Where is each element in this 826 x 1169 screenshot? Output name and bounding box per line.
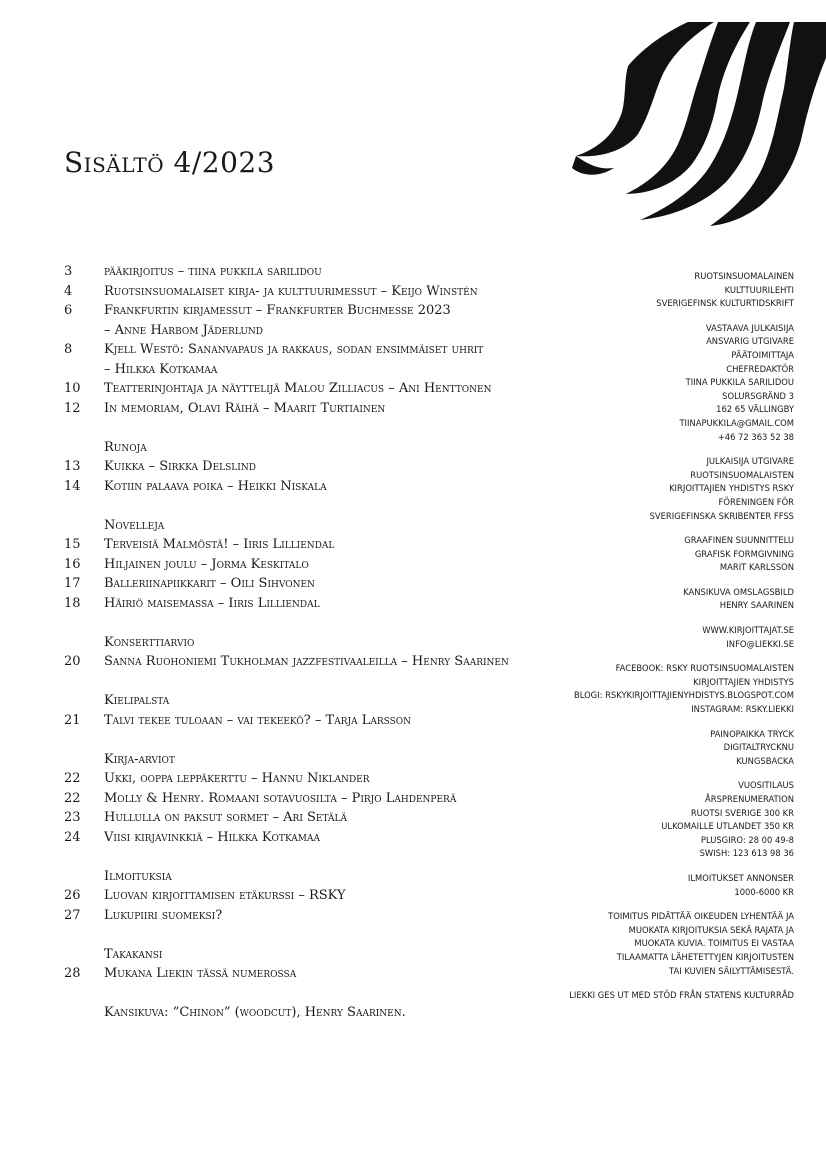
colophon-line: LIEKKI GES UT MED STÖD FRÅN STATENS KULTURRÅD — [569, 990, 794, 1001]
toc-entry — [64, 360, 564, 380]
toc-section-heading — [64, 750, 564, 770]
toc-entry-text: Lukupiiri suomeksi? — [104, 907, 223, 923]
toc-page-number: 6 — [64, 303, 73, 318]
colophon-line: GRAFISK FORMGIVNING — [694, 548, 794, 559]
toc-entry-text: Hullulla on paksut sormet – Ari Setälä — [104, 810, 347, 825]
toc-page-number: 4 — [64, 283, 73, 299]
toc-entry-text: Sanna Ruohoniemi Tukholman jazzfestivaaleilla – Henry Saarinen — [104, 654, 509, 669]
toc-page-number: 20 — [64, 654, 81, 669]
colophon-line: TAI KUVIEN SÄILYTTÄMISESTÄ. — [669, 965, 794, 976]
toc-entry-text: Teatterinjohtaja ja näyttelijä Malou Zilliacus – Ani Henttonen — [104, 381, 492, 396]
toc-page-number: 26 — [64, 888, 81, 903]
toc-page-number: 18 — [64, 595, 81, 611]
colophon-spacer — [494, 978, 794, 989]
liekki-logo — [568, 18, 826, 228]
colophon-spacer — [494, 861, 794, 872]
page-title: Sisältö 4/2023 — [64, 146, 276, 179]
toc-entry — [64, 301, 564, 321]
colophon-line: 1000-6000 KR — [734, 886, 794, 897]
colophon-line: ANSVARIG UTGIVARE — [706, 336, 794, 347]
toc-page-number: 14 — [64, 478, 81, 494]
toc-page-number: 10 — [64, 381, 81, 396]
toc-entry-text: Kuikka – Sirkka Delslind — [104, 459, 256, 474]
colophon-line: TILAAMATTA LÄHETETTYJEN KIRJOITUSTEN — [616, 951, 794, 962]
toc-entry — [64, 282, 564, 302]
toc-spacer — [64, 730, 564, 750]
toc-entry-text: Ruotsinsuomalaiset kirja- ja kulttuurimessut – Keijo Winstén — [104, 283, 478, 299]
toc-entry-text: – Hilkka Kotkamaa — [104, 361, 218, 377]
toc-entry — [64, 477, 564, 497]
colophon-line: ILMOITUKSET ANNONSER — [687, 872, 794, 883]
toc-entry — [64, 808, 564, 828]
toc-entry-text: Häiriö maisemassa – Iiris Lilliendal — [104, 595, 320, 611]
colophon-line: RUOTSI SVERIGE 300 KR — [690, 807, 794, 818]
toc-entry — [64, 535, 564, 555]
colophon-line: SVERIGEFINSKA SKRIBENTER FFSS — [649, 510, 794, 521]
colophon-line: SVERIGEFINSK KULTURTIDSKRIFT — [656, 298, 794, 309]
colophon-line: PLUSGIRO: 28 00 49-8 — [700, 834, 794, 845]
toc-entry — [64, 574, 564, 594]
colophon-line: SWISH: 123 613 98 36 — [699, 848, 794, 859]
colophon-line: VASTAAVA JULKAISIJA — [705, 322, 794, 333]
toc-entry — [64, 379, 564, 399]
toc-entry-text: pääkirjoitus – tiina pukkila sarilidou — [104, 264, 322, 279]
colophon-spacer — [494, 575, 794, 586]
toc-entry-text: Konserttiarvio — [104, 634, 195, 650]
toc-entry — [64, 906, 564, 926]
toc-entry — [64, 399, 564, 419]
colophon-line: KANSIKUVA OMSLAGSBILD — [683, 586, 794, 597]
toc-page-number: 28 — [64, 966, 81, 981]
colophon-line: KIRJOITTAJIEN YHDISTYS — [693, 676, 794, 687]
toc-page-number: 3 — [64, 264, 73, 279]
colophon-line: MARIT KARLSSON — [719, 562, 794, 573]
colophon-line: MUOKATA KUVIA. TOIMITUS EI VASTAA — [634, 938, 794, 949]
toc-spacer — [64, 672, 564, 692]
colophon-line: +46 72 363 52 38 — [717, 431, 794, 442]
toc-page-number: 16 — [64, 556, 81, 572]
colophon-line: MUOKATA KIRJOITUKSIA SEKÄ RAJATA JA — [628, 924, 794, 935]
toc-entry — [64, 262, 564, 282]
toc-entry-text: In memoriam, Olavi Räihä – Maarit Turtiainen — [104, 400, 386, 416]
toc-spacer — [64, 496, 564, 516]
toc-page-number: 23 — [64, 810, 81, 825]
colophon-line: JULKAISIJA UTGIVARE — [706, 456, 794, 467]
toc-entry-text: Frankfurtin kirjamessut – Frankfurter Buchmesse 2023 — [104, 303, 451, 318]
toc-entry — [64, 457, 564, 477]
colophon-line: TIINA PUKKILA SARILIDOU — [685, 377, 794, 388]
toc-entry-text: Runoja — [104, 439, 147, 455]
toc-spacer — [64, 418, 564, 438]
colophon-line: PÄÄTOIMITTAJA — [731, 349, 794, 360]
colophon-line: RUOTSINSUOMALAINEN — [694, 271, 794, 281]
colophon-spacer — [494, 768, 794, 779]
colophon-line: INFO@LIEKKI.SE — [726, 638, 794, 649]
toc-page-number: 17 — [64, 576, 81, 591]
colophon-line: BLOGI: RSKYKIRJOITTAJIENYHDISTYS.BLOGSPOT.COM — [573, 690, 794, 701]
toc-entry — [64, 652, 564, 672]
colophon-line: TIINAPUKKILA@GMAIL.COM — [679, 417, 794, 428]
toc-page-number: 13 — [64, 459, 81, 474]
toc-entry-text: Talvi tekee tuloaan – vai tekeekö? – Tarja Larsson — [104, 712, 412, 728]
toc-entry-text: Ukki, ooppa leppäkerttu – Hannu Niklander — [104, 771, 370, 786]
toc-entry-text: Kielipalsta — [104, 693, 170, 708]
colophon-spacer — [494, 523, 794, 534]
toc-entry-text: Mukana Liekin tässä numerossa — [104, 966, 297, 981]
toc-entry-text: Kjell Westö: Sananvapaus ja rakkaus, sodan ensimmäiset uhrit — [104, 342, 484, 357]
toc-spacer — [64, 847, 564, 867]
toc-entry — [64, 886, 564, 906]
colophon-spacer — [494, 899, 794, 910]
colophon-spacer — [494, 311, 794, 322]
toc-entry-text: Kirja-arviot — [104, 751, 175, 767]
colophon-line: KUNGSBACKA — [736, 755, 794, 766]
colophon-line: DIGITALTRYCKNU — [723, 742, 794, 753]
toc-entry-text: – Anne Harbom Jäderlund — [104, 322, 264, 338]
toc-entry — [64, 555, 564, 575]
colophon-line: KIRJOITTAJIEN YHDISTYS RSKY — [669, 483, 794, 494]
colophon-line: VUOSITILAUS — [738, 780, 794, 791]
toc-entry-text: Novelleja — [104, 517, 165, 533]
colophon — [494, 270, 794, 1003]
colophon-line: GRAAFINEN SUUNNITTELU — [684, 535, 794, 546]
toc-entry-text: Molly & Henry. Romaani sotavuosilta – Pirjo Lahdenperä — [104, 790, 457, 806]
colophon-line: INSTAGRAM: RSKY.LIEKKI — [691, 704, 794, 715]
colophon-line: KULTTUURILEHTI — [724, 284, 794, 295]
colophon-spacer — [494, 651, 794, 662]
colophon-line: WWW.KIRJOITTAJAT.SE — [702, 625, 794, 636]
toc-entry — [64, 321, 564, 341]
toc-entry-text: Ilmoituksia — [104, 868, 172, 884]
toc-page-number: 27 — [64, 907, 81, 923]
colophon-spacer — [494, 717, 794, 728]
toc-page-number: 22 — [64, 771, 81, 786]
toc-page-number: 22 — [64, 790, 81, 806]
toc-section-heading — [64, 691, 564, 711]
toc-entry-text: Terveisiä Malmöstä! – Iiris Lilliendal — [104, 537, 335, 552]
colophon-line: RUOTSINSUOMALAISTEN — [690, 469, 794, 480]
toc-entry — [64, 964, 564, 984]
colophon-line: FÖRENINGEN FÖR — [718, 496, 794, 507]
colophon-spacer — [494, 444, 794, 455]
toc-entry-text: Takakansi — [104, 946, 163, 962]
toc-entry — [64, 1003, 564, 1023]
colophon-line: CHEFREDAKTÖR — [726, 363, 794, 374]
toc-entry — [64, 711, 564, 731]
toc-entry — [64, 769, 564, 789]
toc-section-heading — [64, 633, 564, 653]
toc-entry-text: Luovan kirjoittamisen etäkurssi – RSKY — [104, 888, 346, 903]
toc-section-heading — [64, 516, 564, 536]
toc-spacer — [64, 925, 564, 945]
toc-section-heading — [64, 867, 564, 887]
toc-entry-text: Balleriinapiikkarit – Oili Sihvonen — [104, 576, 315, 591]
toc-spacer — [64, 613, 564, 633]
toc-page-number: 24 — [64, 829, 81, 845]
colophon-line: PAINOPAIKKA TRYCK — [710, 728, 794, 739]
toc-entry — [64, 594, 564, 614]
toc-entry — [64, 789, 564, 809]
toc-section-heading — [64, 945, 564, 965]
toc-entry-text: Hiljainen joulu – Jorma Keskitalo — [104, 556, 309, 572]
toc-entry-text: Kotiin palaava poika – Heikki Niskala — [104, 478, 327, 494]
colophon-line: 162 65 VÄLLINGBY — [716, 404, 794, 415]
toc-page-number: 8 — [64, 342, 73, 357]
colophon-line: ULKOMAILLE UTLANDET 350 KR — [661, 821, 794, 832]
colophon-line: ÅRSPRENUMERATION — [705, 794, 794, 804]
colophon-line: FACEBOOK: RSKY RUOTSINSUOMALAISTEN — [615, 663, 794, 674]
toc-entry-text: Viisi kirjavinkkiä – Hilkka Kotkamaa — [104, 829, 321, 845]
colophon-line: SOLURSGRÄND 3 — [722, 390, 794, 401]
toc-page-number: 15 — [64, 537, 81, 552]
toc-spacer — [64, 984, 564, 1004]
colophon-line: TOIMITUS PIDÄTTÄÄ OIKEUDEN LYHENTÄÄ JA — [608, 911, 794, 922]
table-of-contents — [64, 262, 564, 1023]
toc-entry-text: Kansikuva: ”Chinon” (woodcut), Henry Saarinen. — [104, 1005, 406, 1020]
toc-entry — [64, 828, 564, 848]
toc-section-heading — [64, 438, 564, 458]
colophon-line: HENRY SAARINEN — [719, 600, 794, 611]
toc-entry — [64, 340, 564, 360]
colophon-spacer — [494, 613, 794, 624]
toc-page-number: 12 — [64, 400, 81, 416]
toc-page-number: 21 — [64, 712, 81, 728]
